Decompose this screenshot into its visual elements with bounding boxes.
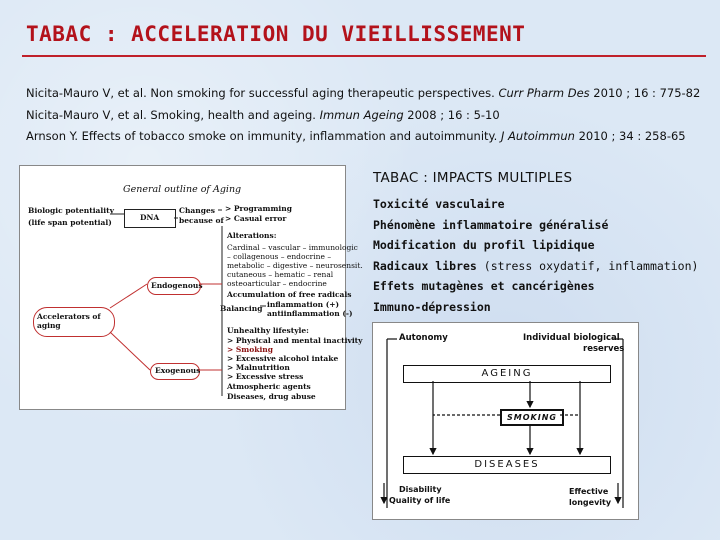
- alterations-item: – collagenous – endocrine –: [227, 252, 332, 261]
- life-span-label: (life span potential): [28, 218, 112, 227]
- alterations-item: cutaneous – hematic – renal: [227, 270, 334, 279]
- cause-item: > Casual error: [225, 214, 287, 223]
- reserves-label: Individual biological: [523, 333, 620, 343]
- title-underline: [22, 55, 706, 57]
- balancing-label: Balancing: [220, 304, 263, 313]
- inflammation-label: inflammation (+): [267, 300, 340, 309]
- aging-outline-connectors: [20, 166, 345, 409]
- reference-item: Nicita-Mauro V, et al. Non smoking for successful aging therapeutic perspectives. Curr Pharm Des 2010 ; 16 : 775-82: [26, 86, 701, 100]
- effective-label: Effective: [569, 487, 609, 496]
- figure-heading: General outline of Aging: [123, 184, 242, 195]
- atmospheric-label: Atmospheric agents: [227, 382, 311, 391]
- autonomy-label: Autonomy: [399, 333, 448, 343]
- endogenous-label: Endogenous: [151, 281, 203, 290]
- ageing-bar: AGEING: [403, 365, 611, 383]
- free-radicals-label: Accumulation of free radicals: [227, 290, 352, 299]
- longevity-label: longevity: [569, 498, 612, 507]
- lifestyle-item: > Excessive stress: [227, 372, 304, 381]
- lifestyle-item: > Physical and mental inactivity: [227, 336, 363, 345]
- impact-item: Radicaux libres (stress oxydatif, inflammation): [373, 258, 699, 273]
- impact-item: Effets mutagènes et cancérigènes: [373, 279, 595, 293]
- impact-item: Toxicité vasculaire: [373, 197, 505, 211]
- lifestyle-item-smoking: > Smoking: [227, 345, 273, 354]
- biologic-potentiality-label: Biologic potentiality: [28, 206, 114, 215]
- exogenous-label: Exogenous: [155, 366, 201, 375]
- lifestyle-item: > Malnutrition: [227, 363, 290, 372]
- alterations-item: Cardinal – vascular – immunologic: [227, 243, 358, 252]
- impact-note: (stress oxydatif, inflammation): [476, 258, 699, 273]
- reserves-label-2: reserves: [583, 344, 625, 354]
- lifestyle-item: > Excessive alcohol intake: [227, 354, 339, 363]
- disability-label: Disability: [399, 485, 442, 494]
- changes-label: Changes: [179, 206, 215, 215]
- impacts-heading: TABAC : IMPACTS MULTIPLES: [373, 170, 573, 186]
- impacts-list: [373, 194, 698, 317]
- aging-outline-figure: [19, 165, 363, 410]
- dna-label: DNA: [140, 213, 160, 222]
- accelerators-label: Accelerators of aging: [37, 312, 101, 330]
- impact-item: Modification du profil lipidique: [373, 238, 595, 252]
- reference-item: Arnson Y. Effects of tobacco smoke on immunity, inflammation and autoimmunity. J Autoimmun 2010 ; 34 : 258-65: [26, 129, 686, 143]
- quality-of-life-label: Quality of life: [389, 496, 451, 505]
- smoking-box: SMOKING: [500, 409, 564, 426]
- references-list: [26, 83, 706, 148]
- because-of-label: because of: [179, 216, 224, 225]
- diseases-label: Diseases, drug abuse: [227, 392, 316, 401]
- alterations-item: metabolic – digestive – neurosensit.: [227, 261, 363, 270]
- alterations-item: osteoarticular – endocrine: [227, 279, 327, 288]
- unhealthy-label: Unhealthy lifestyle:: [227, 326, 309, 335]
- ageing-smoking-figure: [372, 322, 639, 520]
- reference-item: Nicita-Mauro V, et al. Smoking, health and ageing. Immun Ageing 2008 ; 16 : 5-10: [26, 107, 500, 122]
- alterations-label: Alterations:: [227, 231, 277, 240]
- antiinflammation-label: antiinflammation (-): [267, 309, 353, 318]
- impact-item: Phénomène inflammatoire généralisé: [373, 217, 609, 232]
- slide-title: TABAC : ACCELERATION DU VIEILLISSEMENT: [26, 22, 526, 46]
- impact-item: Immuno-dépression: [373, 299, 491, 314]
- cause-item: > Programming: [225, 204, 292, 213]
- ageing-smoking-arrows: [373, 323, 638, 519]
- diseases-bar: DISEASES: [403, 456, 611, 474]
